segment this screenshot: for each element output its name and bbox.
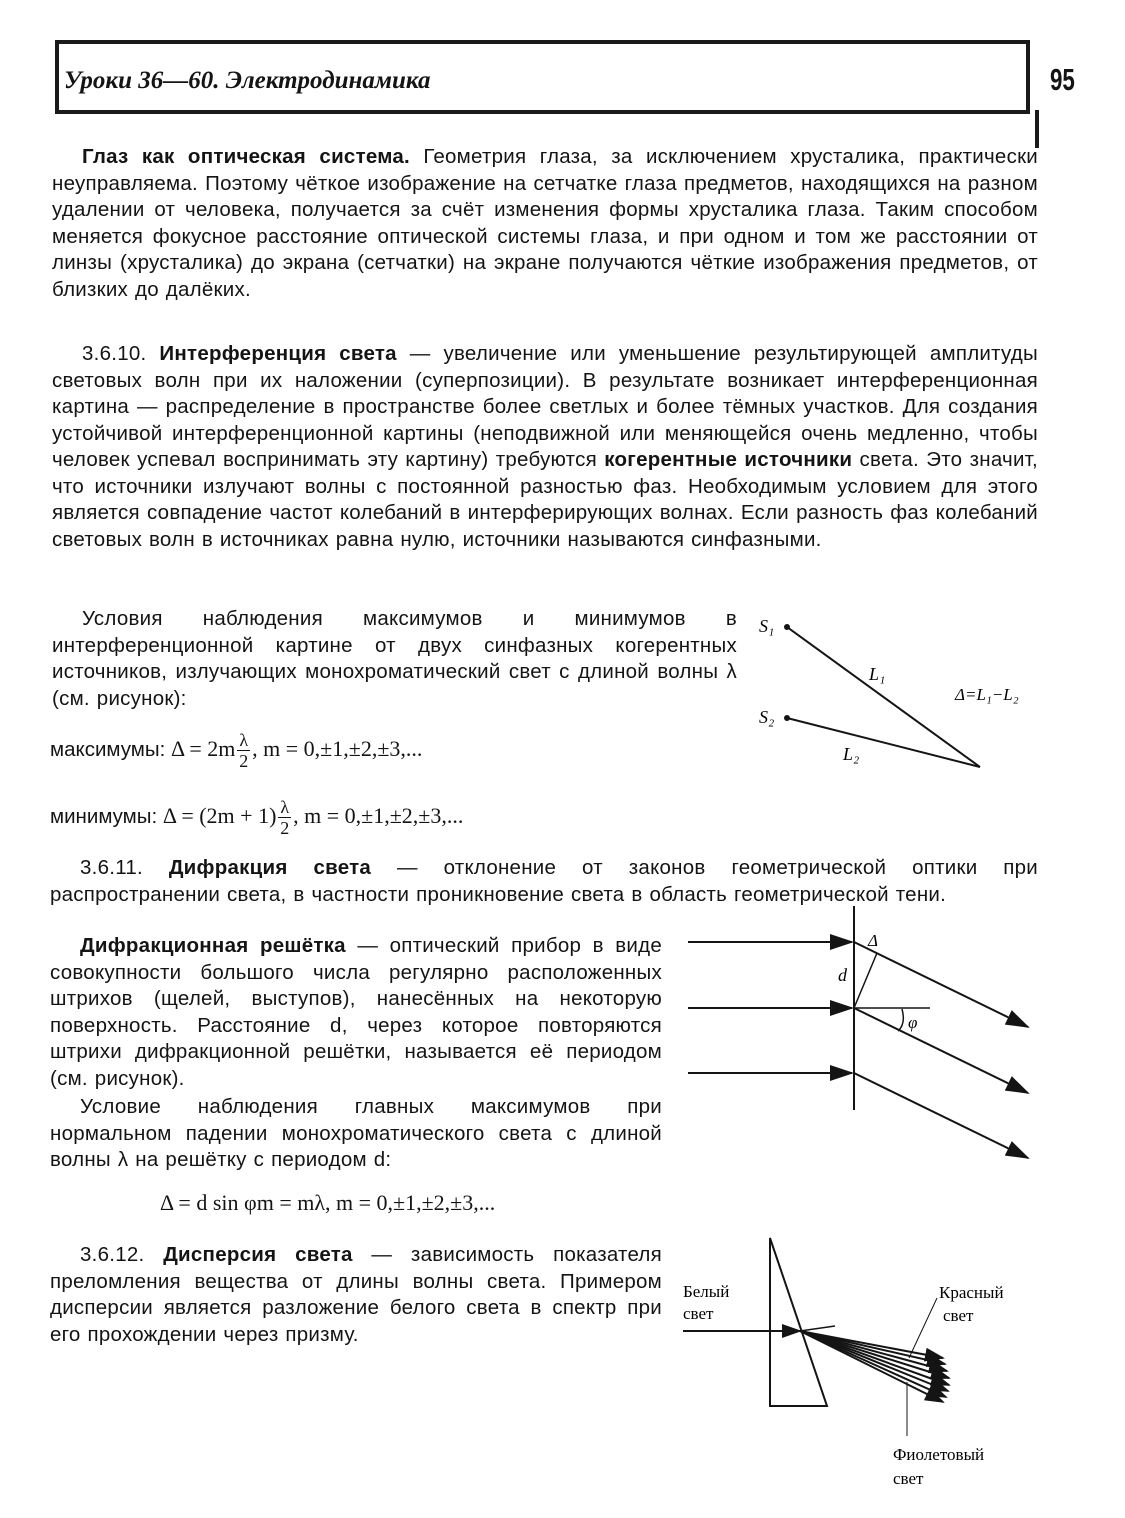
reflected-ray xyxy=(800,1326,835,1331)
dispersion-text: — зависимость показателя преломления вещества от длины волны света. Примером дисперсии является разложение белого света в спектр при его прохождении через призму. xyxy=(50,1243,662,1346)
diffraction-term: Дифракция света xyxy=(168,856,372,879)
diffraction-text: — отклонение от законов геометрической оптики при распространении света, в частности проникновение света в область геометрической тени. xyxy=(50,856,1038,906)
diffraction-number: 3.6.11. xyxy=(80,856,169,879)
path-difference-perpendicular xyxy=(854,953,877,1008)
label-violet-2: свет xyxy=(893,1469,924,1488)
minima-lhs: Δ = (2m + 1) xyxy=(162,802,277,828)
diffracted-ray-2 xyxy=(854,1008,1028,1093)
ray-l2 xyxy=(787,718,980,767)
dispersion-figure xyxy=(675,1230,1045,1490)
source-s2-dot xyxy=(784,715,790,721)
label-phi: φ xyxy=(908,1013,918,1032)
label-path-difference: Δ=L₁−L₂ xyxy=(955,685,1019,704)
label-s2: S₂ xyxy=(759,707,775,727)
dispersion-term: Дисперсия света xyxy=(163,1243,353,1266)
red-pointer xyxy=(909,1298,937,1358)
header-rule-tick xyxy=(1035,110,1039,148)
label-red-2: свет xyxy=(943,1306,974,1325)
eye-paragraph xyxy=(52,144,1038,303)
minima-rhs: , m = 0,±1,±2,±3,... xyxy=(293,802,464,828)
maxima-fraction xyxy=(237,730,250,771)
label-l1: L₁ xyxy=(869,664,886,684)
grating-formula: Δ = d sin φm = mλ, m = 0,±1,±2,±3,... xyxy=(160,1190,496,1215)
source-s1-dot xyxy=(784,624,790,630)
interference-text-1: — увеличение или уменьшение результирующей амплитуды световых волн при их наложении (суперпозиции). В результате возникает интерференционная картина — распределение в пространстве более светлых и более тёмных участков. Для создания устойчивой интерференционной картины (неподвижной или меняющейся очень медленно, чтобы человек успевал воспринимать эту картину) требуются xyxy=(52,342,1038,471)
label-white-1: Белый xyxy=(683,1282,730,1301)
ray-l1 xyxy=(787,627,980,767)
label-s1: S₁ xyxy=(759,616,775,636)
label-white-2: свет xyxy=(683,1304,714,1323)
label-violet-1: Фиолетовый xyxy=(893,1445,985,1464)
eye-text: Геометрия глаза, за исключением хрусталика, практически неуправляема. Поэтому чёткое изображение на сетчатке глаза предметов, находящихся на разном удалении от человека, получается за счёт изменения формы хрусталика глаза. Таким способом меняется фокусное расстояние оптической системы глаза, и при одном и том же расстоянии от линзы (хрусталика) до экрана (сетчатки) на экране получаются чёткие изображения предметов, от близких до далёких. xyxy=(52,145,1038,301)
maxima-label: максимумы: xyxy=(50,737,166,761)
grating-term: Дифракционная решётка xyxy=(80,934,346,957)
prism xyxy=(770,1238,827,1406)
minima-frac-den: 2 xyxy=(280,818,290,838)
maxima-frac-den: 2 xyxy=(239,751,249,771)
label-period-d: d xyxy=(838,965,847,985)
diffracted-ray-1 xyxy=(854,942,1028,1027)
grating-paragraph xyxy=(50,933,662,1092)
page-number: 95 xyxy=(1050,62,1075,97)
angle-arc xyxy=(898,1009,903,1031)
interference-term: Интерференция света xyxy=(159,342,397,365)
grating-condition-text: Условие наблюдения главных максимумов при нормальном падении монохроматического света с длиной волны λ на решётку с периодом d: xyxy=(50,1095,662,1171)
maxima-formula xyxy=(50,730,422,771)
maxima-frac-num: λ xyxy=(239,730,249,750)
page-header-title: Уроки 36—60. Электродинамика xyxy=(64,67,431,94)
diffracted-ray-3 xyxy=(854,1073,1028,1158)
interference-paragraph xyxy=(52,341,1038,553)
label-red-1: Красный xyxy=(939,1283,1004,1302)
minima-formula xyxy=(50,797,463,838)
interference-number: 3.6.10. xyxy=(82,342,160,365)
minima-fraction xyxy=(278,797,291,838)
minima-frac-num: λ xyxy=(280,797,290,817)
dispersion-number: 3.6.12. xyxy=(80,1243,164,1266)
interference-figure xyxy=(745,605,1045,785)
maxima-rhs: , m = 0,±1,±2,±3,... xyxy=(252,735,423,761)
interference-conditions-text: Условия наблюдения максимумов и минимумов в интерференционной картине от двух синфазных когерентных источников, излучающих монохроматический свет с длиной волны λ (см. рисунок): xyxy=(52,607,737,710)
dispersion-paragraph xyxy=(50,1242,662,1348)
diffraction-figure xyxy=(680,900,1040,1170)
label-l2: L₂ xyxy=(843,744,860,764)
grating-condition xyxy=(50,1094,662,1174)
eye-heading: Глаз как оптическая система. xyxy=(82,145,410,168)
grating-text: — оптический прибор в виде совокупности большого числа регулярно расположенных штрихов (щелей, выступов), нанесённых на некоторую поверхность. Расстояние d, через которое повторяются штрихи дифракционной решётки, называется её периодом (см. рисунок). xyxy=(50,934,662,1090)
maxima-lhs: Δ = 2m xyxy=(170,735,236,761)
interference-text-2: света. Это значит, что источники излучают волны с постоянной разностью фаз. Необходимым условием для этого является совпадение частот колебаний в интерферирующих волнах. Если разность фаз колебаний световых волн в источниках равна нулю, источники называются синфазными. xyxy=(52,448,1038,551)
interference-conditions xyxy=(52,606,737,712)
coherent-sources-term: когерентные источники xyxy=(604,448,853,471)
minima-label: минимумы: xyxy=(50,804,158,828)
label-delta: Δ xyxy=(868,931,878,950)
